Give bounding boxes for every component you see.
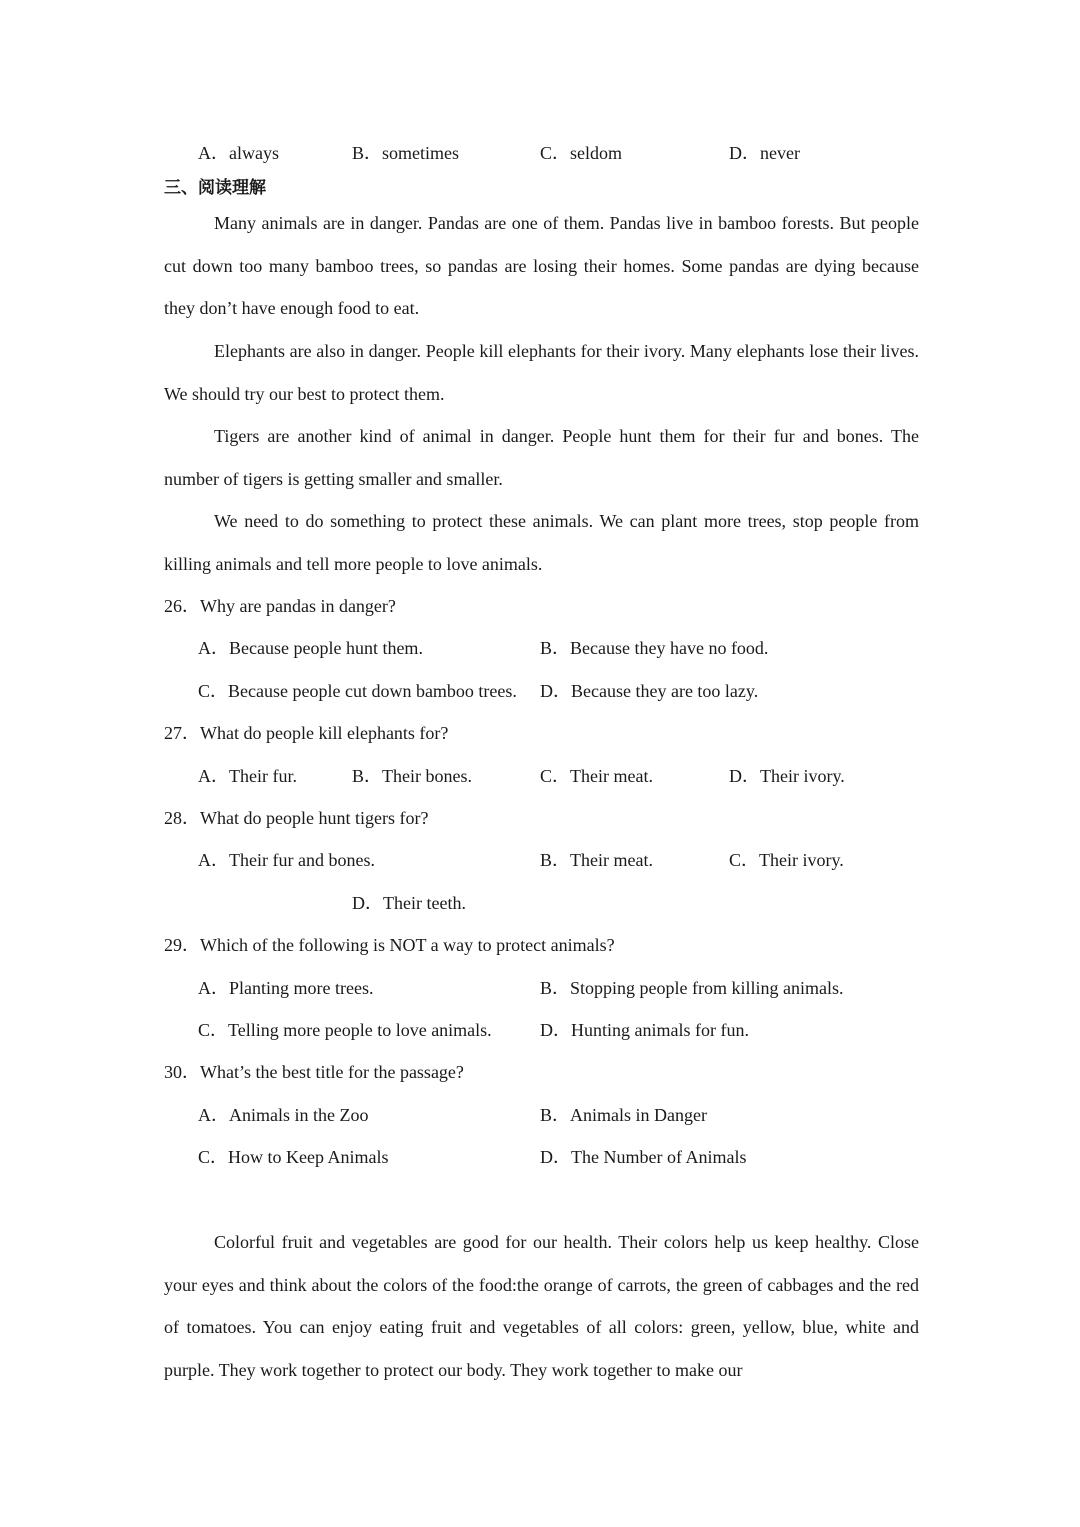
question-30-stem: 30．What’s the best title for the passage?	[164, 1062, 464, 1082]
question-30-option-b: B．Animals in Danger	[540, 1105, 707, 1125]
question-28-option-d: D．Their teeth.	[352, 893, 466, 913]
question-30-option-a: A．Animals in the Zoo	[198, 1105, 369, 1125]
question-27-option-c: C．Their meat.	[540, 766, 653, 786]
question-27-stem: 27．What do people kill elephants for?	[164, 723, 449, 743]
question-26-option-d: D．Because they are too lazy.	[540, 681, 759, 701]
option-sometimes: B．sometimes	[352, 143, 459, 163]
question-30-option-d: D．The Number of Animals	[540, 1147, 747, 1167]
question-26-option-a: A．Because people hunt them.	[198, 638, 423, 658]
question-26-option-b: B．Because they have no food.	[540, 638, 769, 658]
option-never: D．never	[729, 143, 800, 163]
question-29-stem: 29．Which of the following is NOT a way to protect animals?	[164, 935, 615, 955]
question-26-option-c: C．Because people cut down bamboo trees.	[198, 681, 517, 701]
option-always: A．always	[198, 143, 279, 163]
question-29-option-c: C．Telling more people to love animals.	[198, 1020, 492, 1040]
question-30-option-c: C．How to Keep Animals	[198, 1147, 389, 1167]
passage2-paragraph-1: Colorful fruit and vegetables are good for our health. Their colors help us keep healthy. Close your eyes and think about the colors of the food:the orange of carrots, the green of cabbages and the red of tomatoes. You can enjoy eating fruit and vegetables of all colors: green, yellow, blue, white and purple. They work together to protect our body. They work together to make our	[164, 1232, 919, 1380]
question-27-option-b: B．Their bones.	[352, 766, 472, 786]
section-heading: 三、阅读理解	[164, 178, 266, 198]
passage1-paragraph-4: We need to do something to protect these animals. We can plant more trees, stop people from killing animals and tell more people to love animals.	[164, 511, 919, 574]
question-28-stem: 28．What do people hunt tigers for?	[164, 808, 429, 828]
passage1-paragraph-1: Many animals are in danger. Pandas are one of them. Pandas live in bamboo forests. But people cut down too many bamboo trees, so pandas are losing their homes. Some pandas are dying because they don’t have enough food to eat.	[164, 213, 919, 318]
question-29-option-a: A．Planting more trees.	[198, 978, 374, 998]
question-29-option-b: B．Stopping people from killing animals.	[540, 978, 844, 998]
question-28-option-a: A．Their fur and bones.	[198, 850, 375, 870]
passage1-paragraph-3: Tigers are another kind of animal in danger. People hunt them for their fur and bones. The number of tigers is getting smaller and smaller.	[164, 426, 919, 489]
question-29-option-d: D．Hunting animals for fun.	[540, 1020, 749, 1040]
question-28-option-b: B．Their meat.	[540, 850, 653, 870]
passage1-paragraph-2: Elephants are also in danger. People kill elephants for their ivory. Many elephants lose their lives. We should try our best to protect them.	[164, 341, 919, 404]
option-seldom: C．seldom	[540, 143, 623, 163]
question-26-stem: 26．Why are pandas in danger?	[164, 596, 396, 616]
question-27-option-a: A．Their fur.	[198, 766, 297, 786]
question-28-option-c: C．Their ivory.	[729, 850, 844, 870]
question-27-option-d: D．Their ivory.	[729, 766, 845, 786]
